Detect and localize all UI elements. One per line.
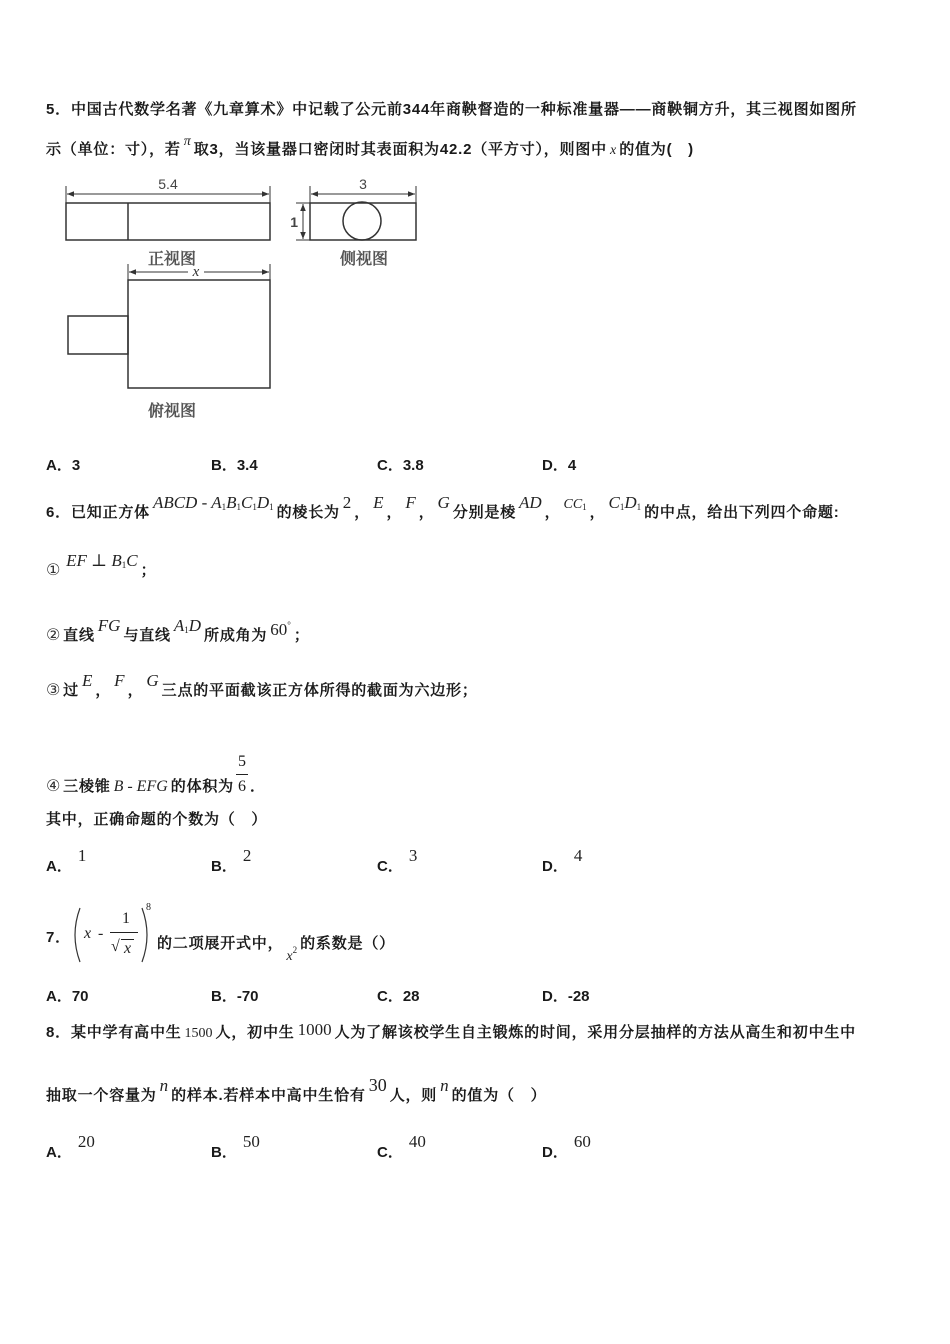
side-view bbox=[290, 176, 416, 268]
q7-term-base: x bbox=[286, 949, 293, 964]
option-value: 3 bbox=[408, 846, 418, 865]
q7-exponent: 8 bbox=[146, 902, 151, 913]
math-text: A bbox=[173, 616, 185, 635]
q6-p2-text-c: 所成角为 bbox=[204, 627, 268, 644]
option-letter: C． bbox=[377, 988, 403, 1005]
q6-sep: ， bbox=[589, 504, 606, 521]
q6-edge-cc1 bbox=[563, 497, 586, 512]
q6-cube-name bbox=[153, 493, 274, 512]
q7-minus-sign: - bbox=[98, 925, 104, 942]
side-height-label: 1 bbox=[290, 214, 298, 230]
math-subscript: 1 bbox=[636, 502, 642, 512]
q8-option-c[interactable] bbox=[377, 1132, 426, 1163]
q8-sample-size-n: n bbox=[159, 1076, 169, 1095]
q6-text-c: 分别是棱 bbox=[452, 504, 516, 521]
q8-text-b: 人，初中生 bbox=[215, 1024, 295, 1041]
q6-sep: ， bbox=[95, 682, 112, 699]
option-letter: A． bbox=[46, 988, 72, 1005]
option-letter: C． bbox=[377, 1144, 403, 1161]
math-text: D bbox=[188, 616, 202, 635]
q6-point-g: G bbox=[437, 493, 450, 512]
q8-option-d[interactable] bbox=[542, 1132, 591, 1163]
q7-option-a[interactable] bbox=[46, 987, 89, 1007]
q6-edge-c1d1 bbox=[608, 493, 641, 512]
q8-senior-count: 1500 bbox=[184, 1026, 213, 1041]
q6-p3-text-a: 过 bbox=[63, 682, 79, 699]
right-parenthesis bbox=[142, 908, 147, 962]
option-letter: A． bbox=[46, 858, 72, 875]
math-text: CC bbox=[563, 497, 583, 512]
option-letter: A． bbox=[46, 457, 72, 474]
option-letter: D． bbox=[542, 858, 568, 875]
q6-proposition-3 bbox=[46, 671, 478, 701]
option-letter: B． bbox=[211, 457, 237, 474]
option-value: 4 bbox=[567, 457, 577, 474]
q6-edge-ad: AD bbox=[519, 493, 542, 512]
math-subscript: 1 bbox=[184, 625, 189, 635]
q5-text-b: 取3，当该量器口密闭时其表面积为42.2（平方寸），则图中 bbox=[193, 141, 607, 158]
q7-text-a: 的二项展开式中， bbox=[157, 935, 284, 952]
q6-p3-point-f: F bbox=[114, 671, 125, 690]
q5-stem-line2 bbox=[46, 134, 694, 161]
option-value: 1 bbox=[77, 846, 87, 865]
q8-stem-line2 bbox=[46, 1075, 547, 1106]
q6-option-b[interactable] bbox=[211, 846, 252, 877]
q6-p3-point-e: E bbox=[81, 671, 93, 690]
q7-option-c[interactable] bbox=[377, 987, 420, 1007]
math-text: C bbox=[608, 493, 620, 512]
front-view-label: 正视图 bbox=[147, 251, 197, 268]
q8-text-a: 8．某中学有高中生 bbox=[46, 1024, 182, 1041]
math-subscript: 1 bbox=[252, 502, 257, 512]
q5-options bbox=[0, 456, 950, 476]
q5-text-a: 示（单位：寸），若 bbox=[46, 141, 181, 158]
side-width-label: 3 bbox=[359, 176, 367, 192]
fraction-numerator: 5 bbox=[236, 752, 248, 775]
option-value: -70 bbox=[236, 988, 259, 1005]
side-view-label: 侧视图 bbox=[339, 251, 389, 268]
q5-option-a[interactable] bbox=[46, 456, 80, 476]
q7-variable-x: x bbox=[84, 925, 92, 942]
front-view bbox=[66, 176, 270, 268]
q8-options bbox=[0, 1132, 950, 1162]
option-value: 2 bbox=[242, 846, 252, 865]
three-view-figure bbox=[55, 172, 430, 424]
q6-p2-angle bbox=[270, 620, 291, 639]
option-letter: B． bbox=[211, 988, 237, 1005]
q7-text-b: 的系数是（） bbox=[300, 935, 395, 952]
q6-edge-length: 2 bbox=[342, 493, 352, 512]
math-text: B bbox=[226, 493, 237, 512]
q7-options bbox=[0, 987, 950, 1007]
q5-x: x bbox=[609, 143, 617, 158]
front-view-outline bbox=[66, 203, 270, 240]
q6-sep: ， bbox=[354, 504, 371, 521]
math-superscript: ° bbox=[287, 620, 291, 630]
option-value: 20 bbox=[77, 1132, 95, 1151]
q6-p4-volume-fraction bbox=[236, 752, 248, 797]
q7-fraction-numerator: 1 bbox=[122, 910, 130, 927]
q6-proposition-1 bbox=[46, 551, 157, 584]
q6-sep: ， bbox=[544, 504, 561, 521]
option-value: 70 bbox=[71, 988, 89, 1005]
option-letter: C． bbox=[377, 457, 403, 474]
top-view-main-rect bbox=[128, 280, 270, 388]
q6-p4-text-a: 三棱锥 bbox=[63, 778, 111, 795]
q6-text-a: 6．已知正方体 bbox=[46, 504, 150, 521]
q7-option-b[interactable] bbox=[211, 987, 259, 1007]
option-value: 60 bbox=[573, 1132, 591, 1151]
option-letter: B． bbox=[211, 858, 237, 875]
option-value: -28 bbox=[567, 988, 590, 1005]
math-subscript: 1 bbox=[619, 502, 625, 512]
q8-text-c: 人为了解该校学生自主锻炼的时间，采用分层抽样的方法从高生和初中生中 bbox=[334, 1024, 856, 1041]
q7-binomial-expression bbox=[68, 902, 160, 966]
q6-p4-tail: ． bbox=[249, 778, 266, 795]
q6-options bbox=[0, 846, 950, 876]
q5-option-c[interactable] bbox=[377, 456, 424, 476]
math-text: C bbox=[126, 551, 138, 570]
option-value: 28 bbox=[402, 988, 420, 1005]
q8-option-b[interactable] bbox=[211, 1132, 260, 1163]
q6-p3-point-g: G bbox=[146, 671, 159, 690]
q7-term bbox=[286, 945, 298, 964]
front-dim-label: 5.4 bbox=[158, 176, 178, 192]
q6-p2-text-b: 与直线 bbox=[123, 627, 171, 644]
math-subscript: 1 bbox=[269, 502, 274, 512]
circled-number-1: ① bbox=[46, 562, 62, 579]
option-letter: D． bbox=[542, 457, 568, 474]
q8-stem-line1 bbox=[46, 1022, 856, 1044]
option-letter: A． bbox=[46, 1144, 72, 1161]
q6-sep: ， bbox=[418, 504, 435, 521]
q6-p4-text-b: 的体积为 bbox=[170, 778, 234, 795]
side-view-outline bbox=[310, 203, 416, 240]
math-text: ABCD - A bbox=[152, 493, 222, 512]
q6-option-d[interactable] bbox=[542, 846, 583, 877]
math-text: EF ⊥ B bbox=[66, 551, 122, 570]
circled-number-4: ④ bbox=[46, 778, 62, 795]
q7-radical-sign: √ bbox=[111, 938, 120, 955]
q6-p4-pyramid: B - EFG bbox=[113, 778, 168, 795]
side-view-circle bbox=[343, 202, 381, 240]
q5-text-c: 的值为( ) bbox=[619, 141, 694, 158]
q5-stem-line1: 5．中国古代数学名著《九章算术》中记载了公元前344年商鞅督造的一种标准量器——商鞅铜方升，其三视图如图所 bbox=[46, 101, 857, 118]
q6-sep: ， bbox=[386, 504, 403, 521]
q5-option-d[interactable] bbox=[542, 456, 576, 476]
option-letter: D． bbox=[542, 988, 568, 1005]
q6-p2-text-a: 直线 bbox=[63, 627, 95, 644]
math-subscript: 1 bbox=[236, 502, 241, 512]
q7-option-d[interactable] bbox=[542, 987, 590, 1007]
top-view bbox=[68, 264, 270, 420]
option-letter: D． bbox=[542, 1144, 568, 1161]
q8-option-a[interactable] bbox=[46, 1132, 95, 1163]
q6-p2-tail: ； bbox=[293, 627, 310, 644]
q6-point-e: E bbox=[373, 493, 384, 512]
option-value: 4 bbox=[573, 846, 583, 865]
option-value: 40 bbox=[408, 1132, 426, 1151]
q6-sep: ， bbox=[127, 682, 144, 699]
q8-text-f: 人，则 bbox=[389, 1087, 438, 1104]
fraction-denominator: 6 bbox=[237, 778, 246, 795]
q6-option-a[interactable] bbox=[46, 846, 87, 877]
q6-text-b: 的棱长为 bbox=[276, 504, 340, 521]
option-value: 3 bbox=[71, 457, 81, 474]
q6-p3-text-b: 三点的平面截该正方体所得的截面为六边形； bbox=[161, 682, 478, 699]
math-subscript: 1 bbox=[221, 502, 227, 512]
math-text: D bbox=[624, 493, 637, 512]
q8-senior-sample: 30 bbox=[368, 1075, 387, 1095]
q5-pi: π bbox=[183, 134, 191, 149]
q5-option-b[interactable] bbox=[211, 456, 258, 476]
q8-text-g: 的值为（ ） bbox=[451, 1087, 547, 1104]
math-text: C bbox=[240, 493, 253, 512]
q7-term-exponent: 2 bbox=[292, 945, 298, 955]
q8-text-d: 抽取一个容量为 bbox=[46, 1087, 157, 1104]
q6-p2-line-a1d bbox=[174, 616, 201, 635]
q6-question: 其中，正确命题的个数为（ ） bbox=[46, 811, 268, 828]
math-subscript: 1 bbox=[121, 560, 127, 570]
option-value: 3.4 bbox=[236, 457, 258, 474]
q6-p1-expr bbox=[66, 551, 137, 570]
q7-radicand-x: x bbox=[121, 939, 134, 958]
option-letter: B． bbox=[211, 1144, 237, 1161]
top-view-label: 俯视图 bbox=[147, 403, 197, 420]
q6-proposition-4 bbox=[46, 752, 266, 797]
q7-number: 7． bbox=[46, 929, 71, 946]
math-subscript: 1 bbox=[582, 502, 587, 512]
q6-stem bbox=[46, 493, 840, 526]
left-parenthesis bbox=[75, 908, 80, 962]
q7-stem bbox=[157, 928, 395, 964]
q6-p2-line-fg: FG bbox=[97, 616, 121, 635]
option-value: 3.8 bbox=[402, 457, 424, 474]
q7-fraction-bar bbox=[110, 932, 138, 933]
option-letter: C． bbox=[377, 858, 403, 875]
math-text: 60 bbox=[270, 620, 288, 639]
circled-number-2: ② bbox=[46, 627, 62, 644]
circled-number-3: ③ bbox=[46, 682, 62, 699]
q8-text-e: 的样本.若样本中高中生恰有 bbox=[171, 1087, 366, 1104]
q6-option-c[interactable] bbox=[377, 846, 418, 877]
math-text: D bbox=[256, 493, 270, 512]
q6-p1-tail: ； bbox=[140, 562, 157, 579]
top-dim-label: x bbox=[192, 264, 200, 280]
q8-junior-count: 1000 bbox=[297, 1020, 332, 1039]
q6-point-f: F bbox=[405, 493, 416, 512]
q6-proposition-2 bbox=[46, 616, 310, 649]
top-view-handle-rect bbox=[68, 316, 128, 354]
option-value: 50 bbox=[242, 1132, 260, 1151]
q8-sample-size-n-2: n bbox=[440, 1076, 449, 1095]
q6-text-d: 的中点，给出下列四个命题: bbox=[644, 504, 840, 521]
